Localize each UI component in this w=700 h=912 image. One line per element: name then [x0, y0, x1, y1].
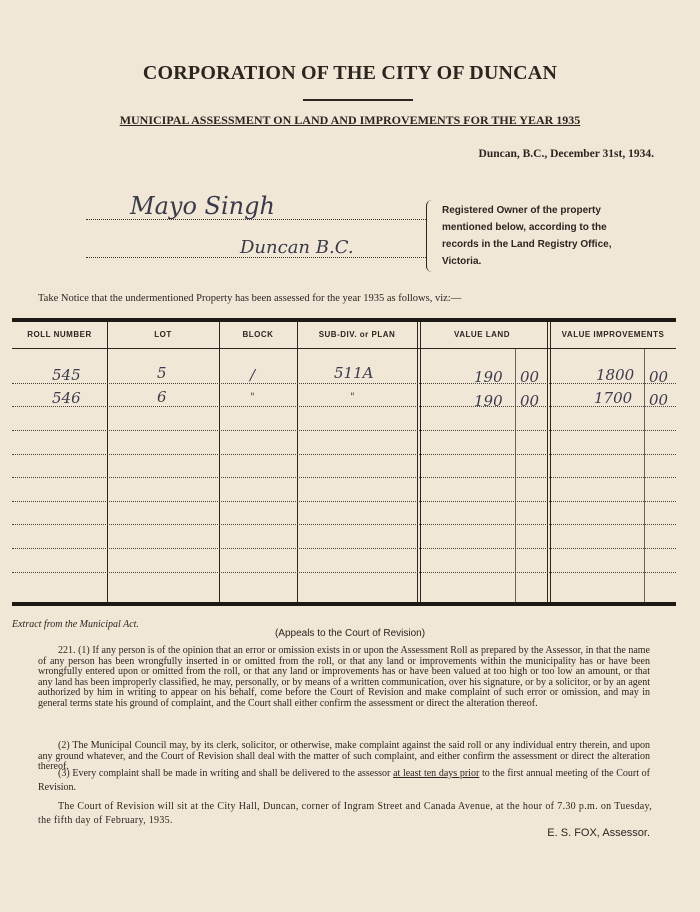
owner-address-handwritten: Duncan B.C. [240, 237, 354, 258]
paragraph-3-deadline: at least ten days prior [393, 768, 480, 779]
header-value-land: VALUE LAND [454, 330, 510, 339]
extract-source: Extract from the Municipal Act. [12, 619, 139, 630]
col-divider [297, 322, 298, 602]
row1-impr-dollars: 1800 [596, 366, 635, 384]
paragraph-221-3 [38, 767, 650, 795]
col-divider [219, 322, 220, 602]
owner-name-line [86, 218, 426, 220]
header-value-improvements: VALUE IMPROVEMENTS [561, 330, 665, 339]
owner-name-handwritten: Mayo Singh [130, 192, 275, 220]
paragraph-3-part-a: (3) Every complaint shall be made in writing and shall be delivered to the assessor [58, 768, 391, 779]
row-rule [12, 430, 676, 431]
row2-roll: 546 [52, 389, 81, 407]
row1-plan: 511A [334, 364, 374, 382]
paragraph-221-2: (2) The Municipal Council may, by its clerk, solicitor, or otherwise, make complaint against the said roll or any individual entry therein, and upon any ground whatever, and the Court of Revision shall deal with the matter of such complaint, and either confirm the assessment or direct the alteration thereof. [38, 740, 650, 772]
court-sitting-notice: The Court of Revision will sit at the City Hall, Duncan, corner of Ingram Street and Canada Avenue, at the hour of 7.30 p.m. on Tuesday, the fifth day of February, 1935. [38, 801, 652, 826]
row1-land-cents: 00 [520, 368, 540, 386]
paragraph-221-1: 221. (1) If any person is of the opinion that an error or omission exists in or upon the Assessment Roll as prepared by the Assessor, in that the name of any person has been wrongfully inserted in or omitted from the roll, or that any land or improvements within the municipality has or have been wrongfully entered upon or omitted from the roll, or that any land or improvements has or have been valued at too high or too low an amount, or that any land has been improperly classified, he may, personally, or by means of a written communication, over his signature, or by a solicitor, or by an agent authorized by him in writing to appear on his behalf, come before the Court of Revision and make complaint of such error or omission, and may in general terms state his ground of complaint, and the Court shall either confirm the assessment or direct the alteration thereof. [38, 645, 650, 709]
table-bottom-rule [12, 602, 676, 606]
row1-impr-cents: 00 [649, 368, 669, 386]
col-divider [547, 322, 548, 602]
owner-bracket [426, 200, 435, 272]
cents-divider [644, 349, 645, 602]
cents-divider [515, 349, 516, 602]
header-lot: LOT [154, 330, 172, 339]
paragraph-3-part-c: to the first annual meeting of the Court of Revision. [38, 768, 651, 793]
row2-block: " [250, 392, 255, 403]
assessment-notice-text: Take Notice that the undermentioned Property has been assessed for the year 1935 as follows, viz:— [38, 293, 462, 304]
row-rule [12, 572, 676, 573]
header-plan: SUB-DIV. or PLAN [318, 330, 396, 339]
row2-plan: " [350, 392, 355, 403]
col-divider [417, 322, 418, 602]
header-rule [12, 348, 676, 349]
row-rule [12, 548, 676, 549]
row2-impr-dollars: 1700 [594, 389, 633, 407]
table-top-rule [12, 318, 676, 322]
row1-block: / [250, 366, 256, 384]
row-rule [12, 383, 676, 384]
row2-lot: 6 [157, 388, 167, 406]
row-rule [12, 524, 676, 525]
row1-land-dollars: 190 [474, 368, 503, 386]
row-rule [12, 406, 676, 407]
row1-lot: 5 [157, 364, 167, 382]
page-title: CORPORATION OF THE CITY OF DUNCAN [142, 62, 558, 84]
row-rule [12, 454, 676, 455]
row1-roll: 545 [52, 366, 81, 384]
header-roll-number: ROLL NUMBER [27, 330, 92, 339]
row2-land-cents: 00 [520, 392, 540, 410]
row-rule [12, 501, 676, 502]
row2-impr-cents: 00 [649, 391, 669, 409]
header-block: BLOCK [242, 330, 274, 339]
col-divider [107, 322, 108, 602]
page-subtitle: MUNICIPAL ASSESSMENT ON LAND AND IMPROVEMENTS FOR THE YEAR 1935 [119, 113, 581, 127]
row2-land-dollars: 190 [474, 392, 503, 410]
row-rule [12, 477, 676, 478]
owner-note: Registered Owner of the property mentioned below, according to the records in the Land Registry Office, Victoria. [442, 205, 612, 267]
assessment-table [12, 318, 676, 608]
assessor-signature: E. S. FOX, Assessor. [547, 827, 650, 839]
extract-heading: (Appeals to the Court of Revision) [274, 628, 426, 639]
owner-address-line [86, 256, 426, 258]
place-date: Duncan, B.C., December 31st, 1934. [478, 148, 654, 160]
title-divider [303, 99, 413, 101]
